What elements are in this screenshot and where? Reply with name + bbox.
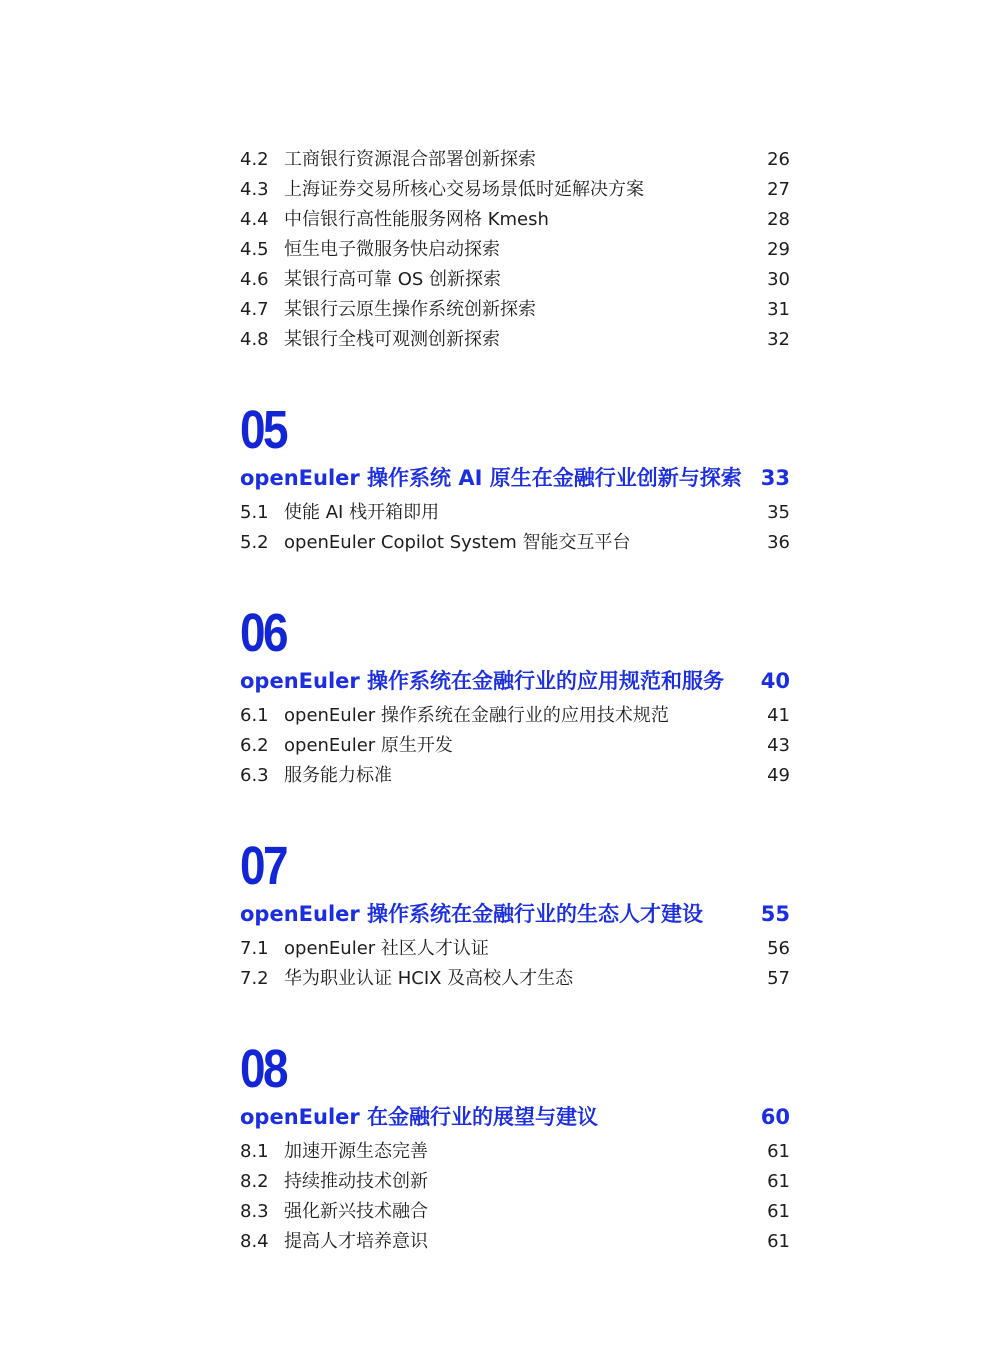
entry-number: 4.2 (240, 149, 269, 170)
entry-title: 恒生电子微服务快启动探索 (284, 239, 500, 260)
entry-number: 8.2 (240, 1171, 269, 1192)
entry-title: 某银行全栈可观测创新探索 (284, 329, 500, 350)
toc-entry-5-2[interactable] (240, 528, 790, 558)
entry-title: 工商银行资源混合部署创新探索 (284, 149, 536, 170)
entry-page: 26 (767, 149, 790, 170)
section-heading[interactable] (240, 460, 790, 496)
toc-section-05 (240, 400, 790, 558)
section-number: 06 (240, 603, 286, 663)
toc-entry-8-3[interactable] (240, 1197, 790, 1227)
toc-entry-4-2[interactable] (240, 145, 790, 175)
entry-page: 61 (767, 1141, 790, 1162)
entry-title: openEuler Copilot System 智能交互平台 (284, 532, 631, 553)
entry-page: 56 (767, 938, 790, 959)
entry-number: 4.8 (240, 329, 269, 350)
entry-page: 32 (767, 329, 790, 350)
entry-page: 31 (767, 299, 790, 320)
entry-page: 57 (767, 968, 790, 989)
section-title: openEuler 在金融行业的展望与建议 (240, 1105, 599, 1129)
entry-number: 7.1 (240, 938, 269, 959)
entry-number: 4.6 (240, 269, 269, 290)
toc-entry-8-4[interactable] (240, 1227, 790, 1257)
entry-number: 5.2 (240, 532, 269, 553)
entry-number: 4.4 (240, 209, 269, 230)
section-page: 55 (760, 902, 790, 926)
toc-entry-8-1[interactable] (240, 1137, 790, 1167)
section-number: 05 (240, 400, 286, 460)
section-page: 33 (760, 466, 790, 490)
toc-section-07 (240, 836, 790, 994)
section-number: 08 (240, 1039, 286, 1099)
entry-title: 某银行高可靠 OS 创新探索 (284, 269, 502, 290)
entry-title: openEuler 操作系统在金融行业的应用技术规范 (284, 705, 669, 726)
entry-page: 29 (767, 239, 790, 260)
toc-entry-4-3[interactable] (240, 175, 790, 205)
entry-number: 6.3 (240, 765, 269, 786)
entry-page: 43 (767, 735, 790, 756)
section-title: openEuler 操作系统 AI 原生在金融行业创新与探索 (240, 466, 742, 490)
entry-title: 上海证券交易所核心交易场景低时延解决方案 (284, 179, 644, 200)
toc-entry-4-5[interactable] (240, 235, 790, 265)
entry-number: 4.7 (240, 299, 269, 320)
entry-title: openEuler 原生开发 (284, 735, 453, 756)
entry-page: 36 (767, 532, 790, 553)
toc-entry-5-1[interactable] (240, 498, 790, 528)
toc-section-06 (240, 603, 790, 791)
entry-page: 28 (767, 209, 790, 230)
entry-title: 强化新兴技术融合 (284, 1201, 428, 1222)
section-heading[interactable] (240, 896, 790, 932)
toc-entry-8-2[interactable] (240, 1167, 790, 1197)
entry-title: 提高人才培养意识 (284, 1231, 428, 1252)
entry-title: 加速开源生态完善 (284, 1141, 428, 1162)
entry-number: 8.4 (240, 1231, 269, 1252)
section-title: openEuler 操作系统在金融行业的生态人才建设 (240, 902, 704, 926)
toc-entry-6-1[interactable] (240, 701, 790, 731)
entry-page: 61 (767, 1231, 790, 1252)
table-of-contents (240, 145, 790, 1257)
toc-entry-7-2[interactable] (240, 964, 790, 994)
section-title: openEuler 操作系统在金融行业的应用规范和服务 (240, 669, 725, 693)
toc-entry-6-2[interactable] (240, 731, 790, 761)
entry-title: openEuler 社区人才认证 (284, 938, 489, 959)
entry-number: 6.1 (240, 705, 269, 726)
entry-number: 8.1 (240, 1141, 269, 1162)
entry-title: 中信银行高性能服务网格 Kmesh (284, 209, 549, 230)
toc-entry-4-7[interactable] (240, 295, 790, 325)
entry-page: 35 (767, 502, 790, 523)
entry-title: 持续推动技术创新 (284, 1171, 428, 1192)
toc-group-4-continued (240, 145, 790, 355)
entry-number: 7.2 (240, 968, 269, 989)
entry-number: 4.5 (240, 239, 269, 260)
entry-page: 41 (767, 705, 790, 726)
section-page: 60 (760, 1105, 790, 1129)
entry-number: 5.1 (240, 502, 269, 523)
toc-entry-4-4[interactable] (240, 205, 790, 235)
toc-entry-6-3[interactable] (240, 761, 790, 791)
section-page: 40 (760, 669, 790, 693)
section-heading[interactable] (240, 1099, 790, 1135)
entry-title: 服务能力标准 (284, 765, 392, 786)
section-number: 07 (240, 836, 286, 896)
entry-page: 27 (767, 179, 790, 200)
entry-page: 61 (767, 1171, 790, 1192)
toc-entry-4-8[interactable] (240, 325, 790, 355)
entry-number: 8.3 (240, 1201, 269, 1222)
entry-number: 6.2 (240, 735, 269, 756)
entry-title: 使能 AI 栈开箱即用 (284, 502, 440, 523)
entry-number: 4.3 (240, 179, 269, 200)
entry-title: 华为职业认证 HCIX 及高校人才生态 (284, 968, 574, 989)
entry-page: 61 (767, 1201, 790, 1222)
entry-title: 某银行云原生操作系统创新探索 (284, 299, 536, 320)
section-heading[interactable] (240, 663, 790, 699)
toc-entry-4-6[interactable] (240, 265, 790, 295)
toc-section-08 (240, 1039, 790, 1257)
entry-page: 30 (767, 269, 790, 290)
entry-page: 49 (767, 765, 790, 786)
toc-entry-7-1[interactable] (240, 934, 790, 964)
